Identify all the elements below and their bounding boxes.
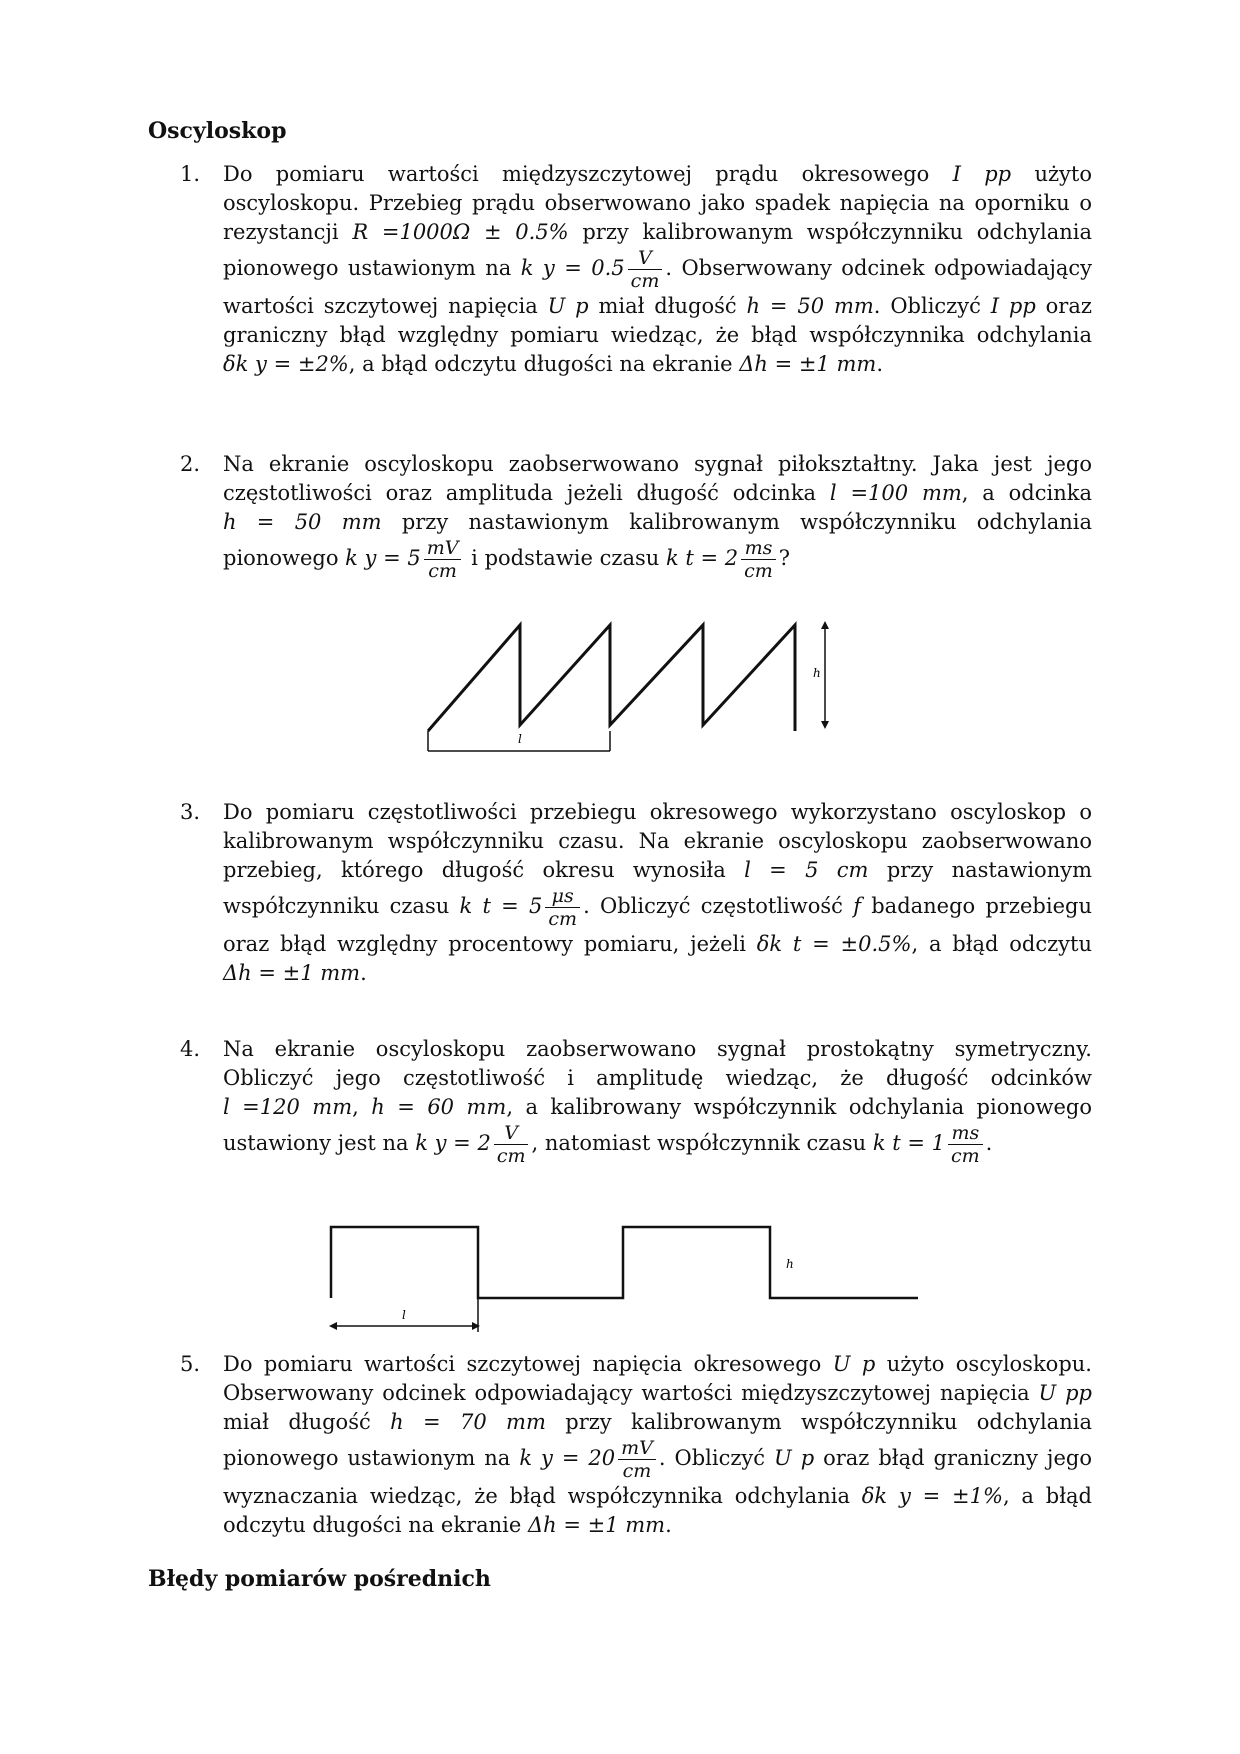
problem-3 — [180, 798, 1092, 988]
text-segment: Do pomiaru częstotliwości przebiegu okresowego wykorzystano oscyloskop o kalibrowanym współczynniku czasu. Na ekranie oscyloskopu zaobserwowano przebieg, którego długość okresu wynosiła — [223, 800, 1092, 882]
math-up: U p — [774, 1446, 815, 1470]
problem-number: 5. — [180, 1352, 201, 1376]
fraction-numerator: V — [494, 1122, 529, 1145]
fraction-denominator: cm — [548, 908, 578, 930]
arrow-up-icon — [821, 621, 829, 629]
text-segment: , natomiast współczynnik czasu — [531, 1131, 867, 1155]
math-l: l =120 mm — [223, 1095, 353, 1119]
fraction-numerator: ms — [741, 537, 776, 560]
sawtooth-figure — [420, 615, 840, 765]
text-segment: oraz błąd graniczny jego wyznaczania wiedząc, że błąd współczynnika odchylania — [223, 1446, 1092, 1508]
text-segment: , a kalibrowany współczynnik odchylania pionowego ustawiony jest na — [223, 1095, 1092, 1155]
fraction-denominator: cm — [622, 1460, 652, 1482]
fraction — [741, 537, 776, 582]
text-segment: Do pomiaru wartości szczytowej napięcia okresowego — [223, 1352, 822, 1376]
problem-1 — [180, 160, 1092, 379]
text-segment: . Obserwowany odcinek odpowiadający wartości szczytowej napięcia — [223, 256, 1092, 318]
math-up: U p — [832, 1352, 876, 1376]
text-segment: przy kalibrowanym współczynniku odchylania pionowego ustawionym na — [223, 220, 1093, 280]
math-h: h = 60 mm — [371, 1095, 507, 1119]
fraction — [618, 1437, 656, 1482]
text-segment: przy kalibrowanym współczynniku odchylania pionowego ustawionym na — [223, 1410, 1092, 1470]
text-segment: . — [665, 1513, 672, 1537]
fraction-numerator: μs — [545, 885, 580, 908]
text-segment: . — [360, 961, 367, 985]
fraction-denominator: cm — [630, 270, 660, 292]
fraction-denominator: cm — [428, 560, 457, 582]
fraction-numerator: V — [628, 247, 663, 270]
text-segment: . — [985, 1131, 993, 1155]
text-segment: , a błąd odczytu — [911, 932, 1092, 956]
problem-number: 1. — [180, 162, 201, 186]
footer-heading: Błędy pomiarów pośrednich — [148, 1566, 491, 1592]
fraction — [424, 537, 462, 582]
math-f: f — [853, 894, 861, 918]
math-upp: U pp — [1038, 1381, 1092, 1405]
text-segment: ? — [778, 546, 791, 570]
text-segment: użyto oscyloskopu. Przebieg prądu obserwowano jako spadek napięcia na oporniku o rezystancji — [223, 162, 1092, 244]
problem-number: 2. — [180, 452, 201, 476]
problem-text — [223, 1035, 1092, 1167]
text-segment: badanego przebiegu oraz błąd względny procentowy pomiaru, jeżeli — [223, 894, 1092, 956]
math-up: U p — [547, 294, 589, 318]
text-segment: . — [876, 352, 883, 376]
math-ky: k y = 0.5 — [520, 256, 625, 280]
fraction-numerator: mV — [424, 537, 462, 560]
problem-text — [223, 450, 1092, 582]
math-kt: k t = 2 — [665, 546, 739, 570]
section-title: Oscyloskop — [148, 118, 287, 144]
text-segment: , — [352, 1095, 359, 1119]
math-ipp: I pp — [990, 294, 1036, 318]
problem-text — [223, 1350, 1092, 1540]
label-l: l — [402, 1308, 406, 1322]
fraction — [494, 1122, 529, 1167]
sawtooth-waveform — [428, 625, 795, 731]
text-segment: , a błąd odczytu długości na ekranie — [223, 1484, 1092, 1537]
text-segment: przy nastawionym kalibrowanym współczynniku odchylania pionowego — [223, 510, 1092, 570]
fraction-denominator: cm — [744, 560, 773, 582]
fraction-numerator: mV — [618, 1437, 656, 1460]
math-delta-kt: δk t = ±0.5% — [756, 932, 912, 956]
text-segment: przy nastawionym współczynniku czasu — [223, 858, 1092, 918]
math-kt: k t = 1 — [872, 1131, 945, 1155]
math-resistance: R =1000Ω ± 0.5% — [352, 220, 569, 244]
label-h: h — [813, 666, 821, 680]
arrow-left-icon — [329, 1322, 337, 1330]
text-segment: Na ekranie oscyloskopu zaobserwowano sygnał piłokształtny. Jaka jest jego częstotliwości oraz amplituda jeżeli długość odcinka — [223, 452, 1092, 505]
text-segment: . Obliczyć — [873, 294, 981, 318]
math-delta-h: Δh = ±1 mm — [739, 352, 877, 376]
math-h: h = 70 mm — [390, 1410, 546, 1434]
math-l: l =100 mm — [829, 481, 962, 505]
fraction-denominator: cm — [951, 1145, 980, 1167]
math-h: h = 50 mm — [223, 510, 382, 534]
math-delta-ky: δk y = ±1% — [861, 1484, 1003, 1508]
problem-number: 4. — [180, 1037, 201, 1061]
fraction — [545, 885, 580, 930]
fraction — [948, 1122, 983, 1167]
math-kt: k t = 5 — [459, 894, 543, 918]
text-segment: miał długość — [598, 294, 737, 318]
math-ky: k y = 20 — [519, 1446, 616, 1470]
text-segment: Do pomiaru wartości międzyszczytowej prądu okresowego — [223, 162, 930, 186]
math-h: h = 50 mm — [746, 294, 874, 318]
arrow-right-icon — [472, 1322, 480, 1330]
fraction-denominator: cm — [496, 1145, 526, 1167]
text-segment: i podstawie czasu — [471, 546, 660, 570]
problem-text — [223, 160, 1092, 379]
math-ipp: I pp — [952, 162, 1012, 186]
math-delta-h: Δh = ±1 mm — [223, 961, 361, 985]
square-waveform — [331, 1227, 918, 1298]
problem-4 — [180, 1035, 1092, 1167]
math-l: l = 5 cm — [744, 858, 869, 882]
text-segment: miał długość — [223, 1410, 371, 1434]
text-segment: użyto oscyloskopu. Obserwowany odcinek odpowiadający wartości międzyszczytowej napięcia — [223, 1352, 1092, 1405]
text-segment: . Obliczyć częstotliwość — [583, 894, 843, 918]
math-delta-ky: δk y = ±2% — [223, 352, 349, 376]
problem-2 — [180, 450, 1092, 582]
label-l: l — [518, 732, 522, 746]
problem-number: 3. — [180, 800, 201, 824]
math-delta-h: Δh = ±1 mm — [528, 1513, 666, 1537]
label-h: h — [786, 1257, 794, 1271]
square-wave-figure — [320, 1222, 930, 1337]
fraction — [628, 247, 663, 292]
math-ky: k y = 2 — [415, 1131, 491, 1155]
fraction-numerator: ms — [948, 1122, 983, 1145]
problem-text — [223, 798, 1092, 988]
problem-5 — [180, 1350, 1092, 1540]
text-segment: oraz graniczny błąd względny pomiaru wiedząc, że błąd współczynnika odchylania — [223, 294, 1092, 347]
text-segment: Na ekranie oscyloskopu zaobserwowano sygnał prostokątny symetryczny. Obliczyć jego częstotliwość i amplitudę wiedząc, że długość odcinków — [223, 1037, 1092, 1090]
arrow-down-icon — [821, 721, 829, 729]
math-ky: k y = 5 — [345, 546, 421, 570]
text-segment: . Obliczyć — [658, 1446, 766, 1470]
text-segment: , a błąd odczytu długości na ekranie — [348, 352, 733, 376]
text-segment: , a odcinka — [961, 481, 1092, 505]
